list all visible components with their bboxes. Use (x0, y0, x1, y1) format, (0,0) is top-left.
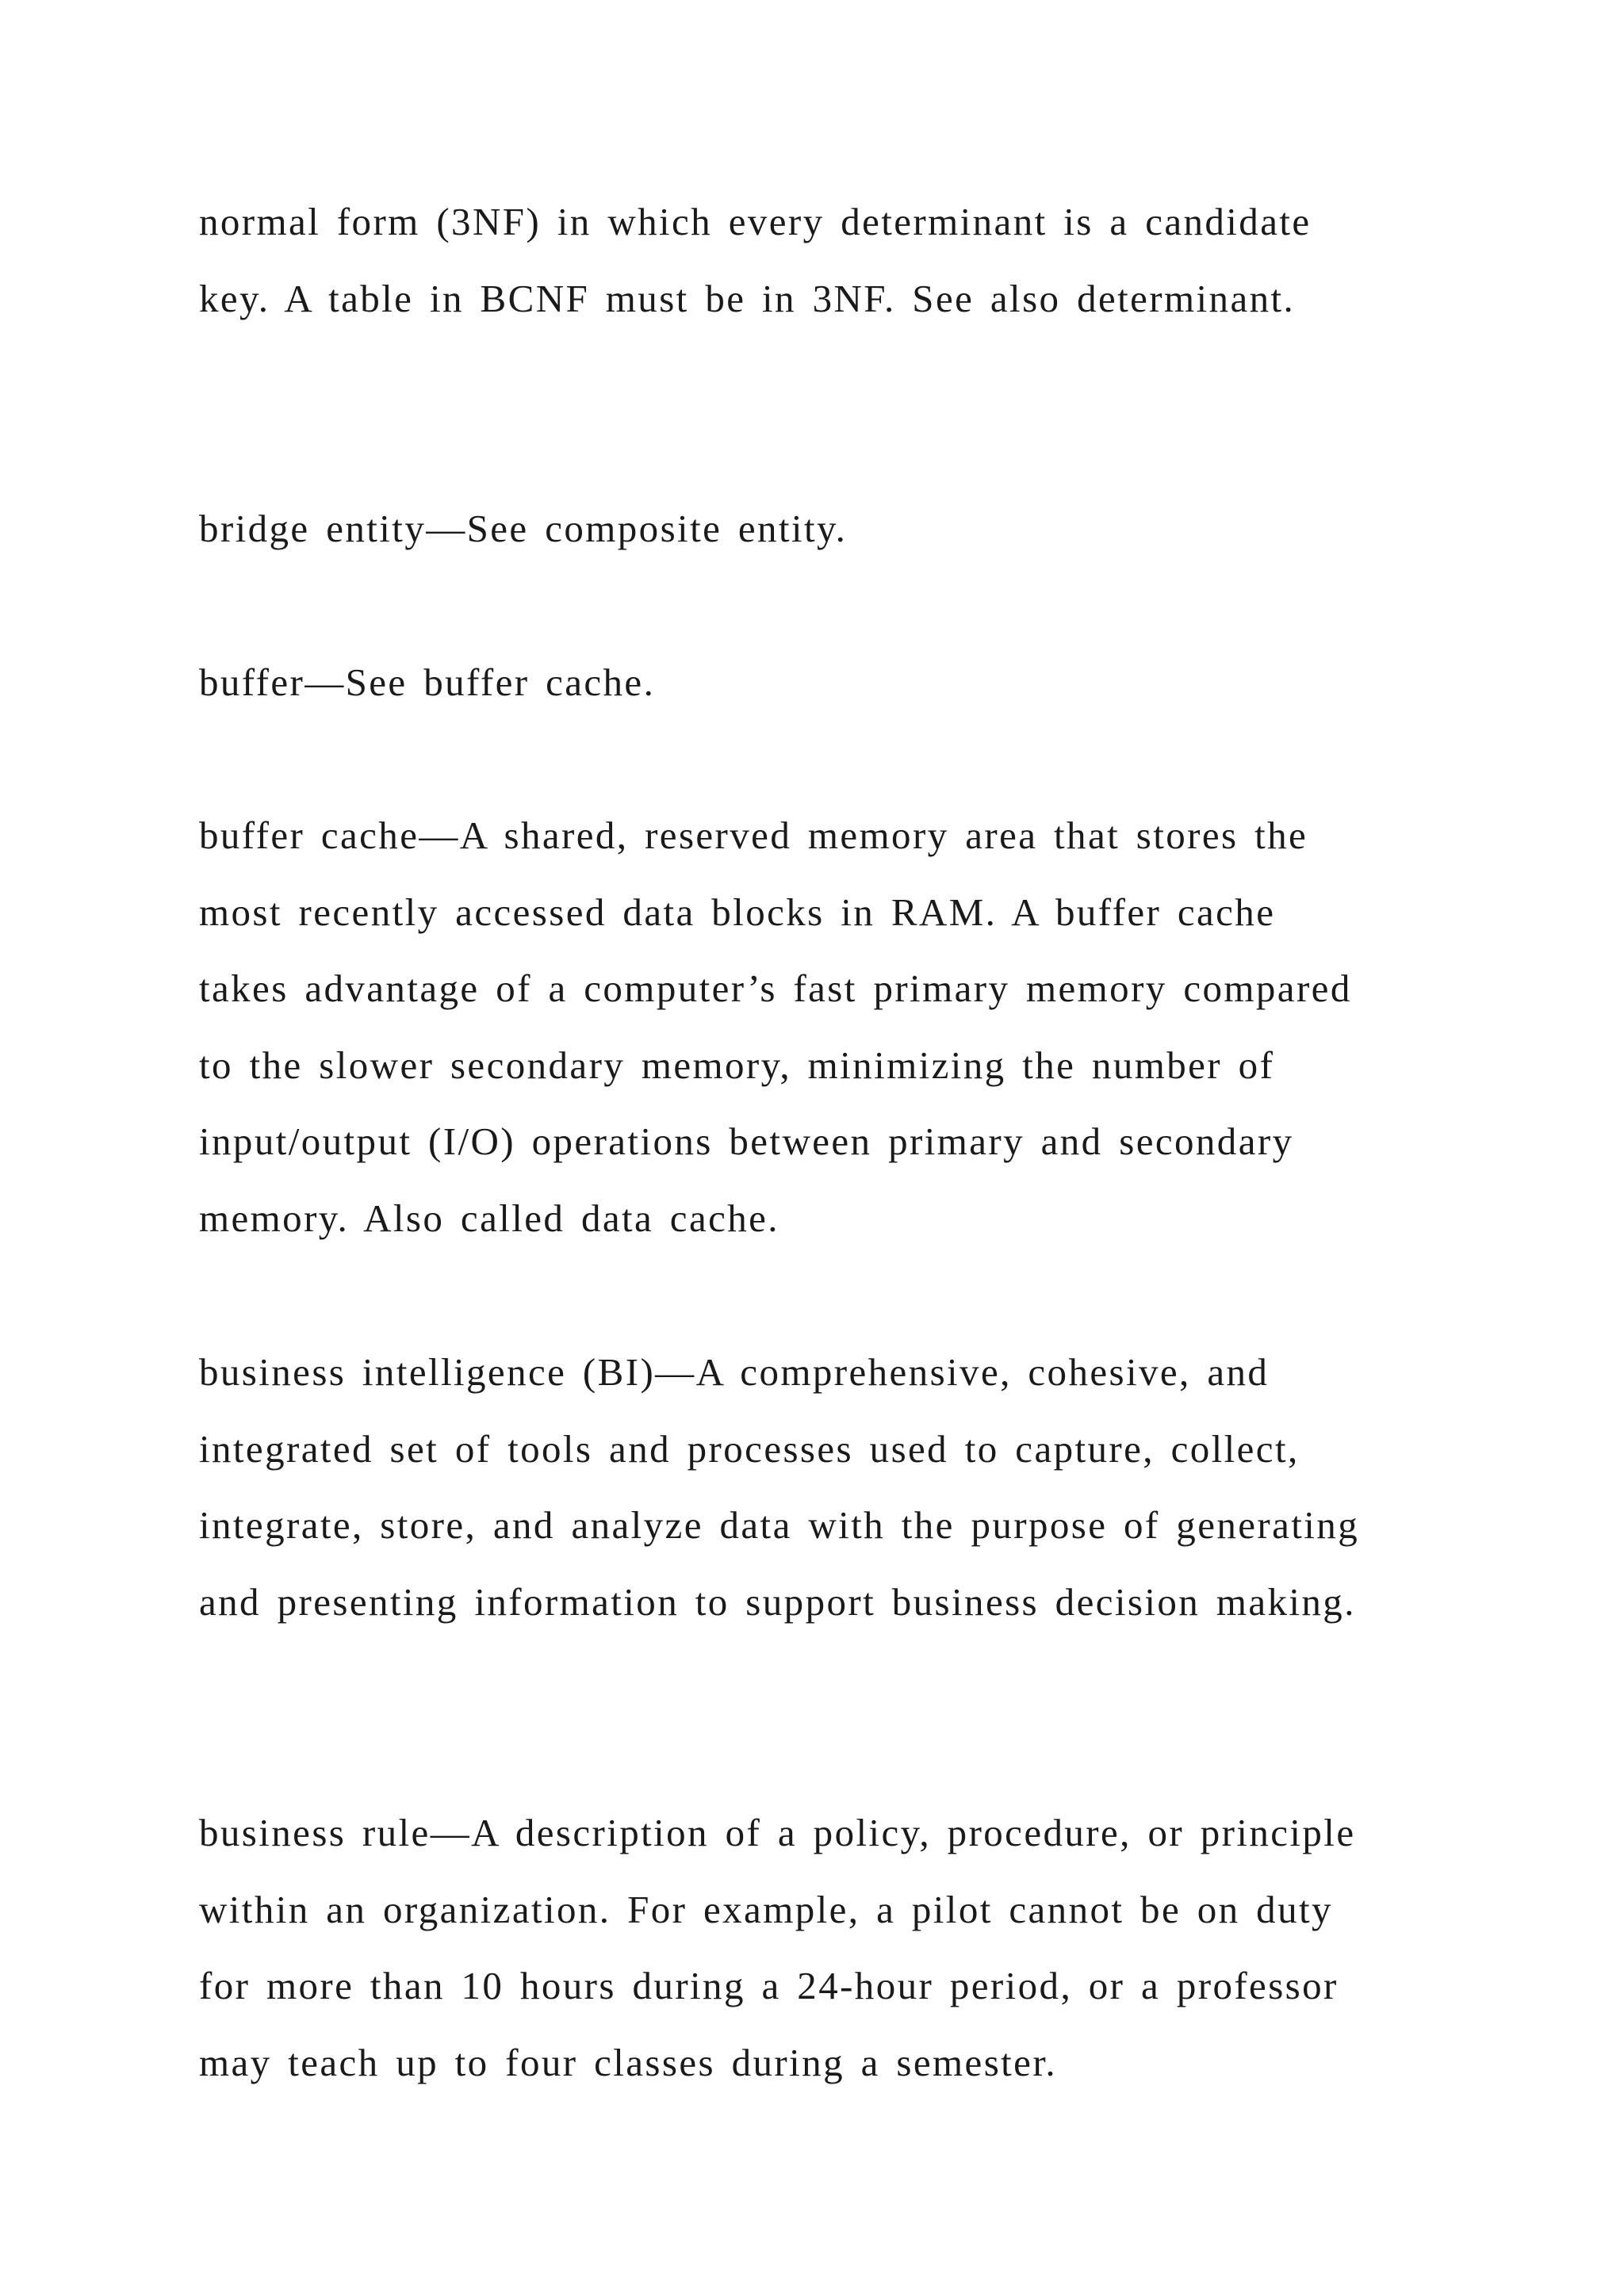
text-line: and presenting information to support business decision making. (199, 1579, 1356, 1624)
text-line: bridge entity—See composite entity. (199, 507, 848, 550)
text-line: takes advantage of a computer’s fast primary memory compared (199, 966, 1352, 1010)
text-line: for more than 10 hours during a 24-hour period, or a professor (199, 1964, 1339, 2007)
text-line: within an organization. For example, a pilot cannot be on duty (199, 1887, 1333, 1931)
text-line: business intelligence (BI)—A comprehensive, cohesive, and (199, 1350, 1270, 1394)
glossary-entry-buffer (199, 645, 1436, 721)
text-line: key. A table in BCNF must be in 3NF. See also determinant. (199, 276, 1296, 320)
text-line: input/output (I/O) operations between primary and secondary (199, 1119, 1294, 1163)
text-line: integrate, store, and analyze data with the purpose of generating (199, 1503, 1360, 1547)
glossary-entry-bridge-entity (199, 491, 1436, 568)
text-line: buffer cache—A shared, reserved memory area that stores the (199, 813, 1308, 857)
text-line: to the slower secondary memory, minimizing the number of (199, 1043, 1275, 1087)
glossary-entry-bcnf-continued (199, 184, 1436, 337)
glossary-entry-business-intelligence (199, 1334, 1436, 1640)
glossary-entry-business-rule (199, 1795, 1436, 2101)
text-line: business rule—A description of a policy, procedure, or principle (199, 1811, 1356, 1854)
text-line: most recently accessed data blocks in RAM. A buffer cache (199, 890, 1276, 934)
text-line: integrated set of tools and processes used to capture, collect, (199, 1426, 1300, 1471)
text-line: may teach up to four classes during a semester. (199, 2040, 1057, 2084)
text-line: normal form (3NF) in which every determinant is a candidate (199, 200, 1312, 243)
text-line: memory. Also called data cache. (199, 1196, 779, 1240)
text-line: buffer—See buffer cache. (199, 660, 656, 704)
glossary-entry-buffer-cache (199, 798, 1436, 1257)
